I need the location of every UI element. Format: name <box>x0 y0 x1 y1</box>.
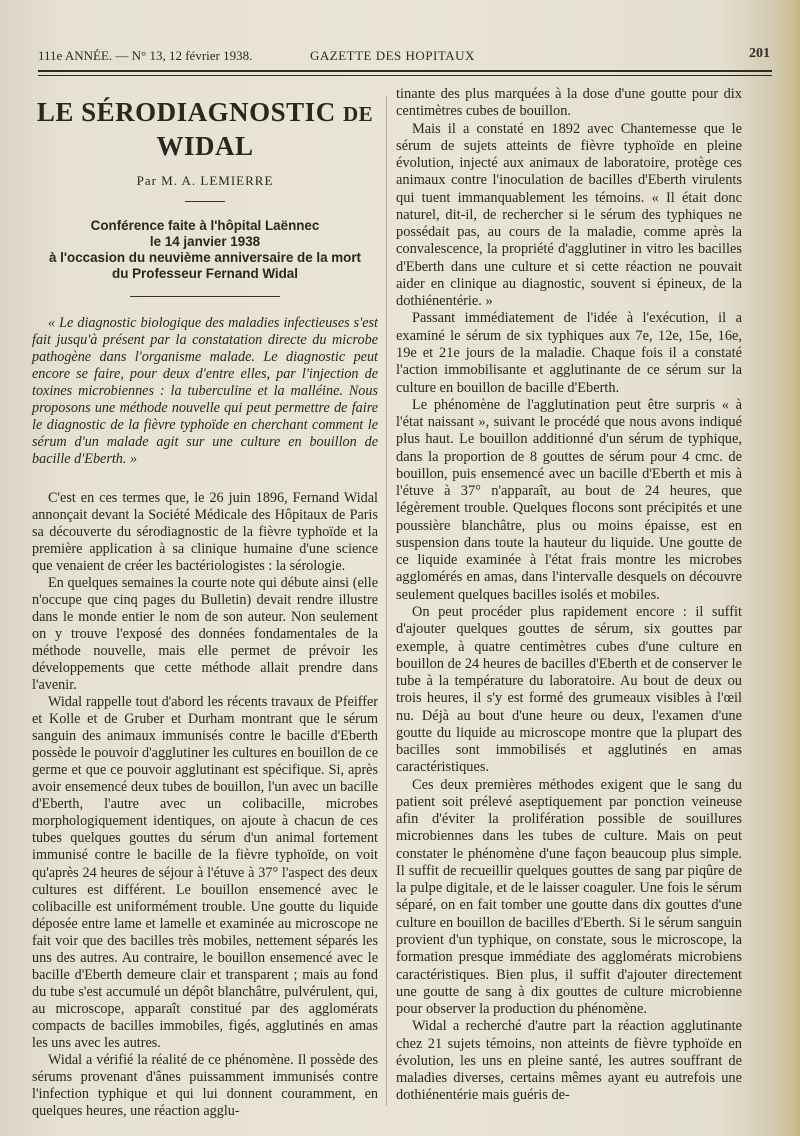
opening-quote: « Le diagnostic biologique des maladies infectieuses s'est fait jusqu'à présent par la constatation directe du microbe pathogène dans l'organisme malade. Le diagnostic peut encore se faire, pour deux d'entre elles, par l'injection de toxines microbiennes : la tuberculine et la malléine. Nous proposons une méthode nouvelle qui peut permettre de faire le diagnostic de la fièvre typhoïde en cherchant comment le sérum d'un malade agit sur une culture en bouillon de bacille d'Eberth. » <box>32 315 378 468</box>
conference-rule <box>130 296 280 297</box>
body-paragraph: Widal a vérifié la réalité de ce phénomène. Il possède des sérums provenant d'ânes puissamment immunisés contre l'infection typhique et qui lui donnent couramment, en quelques heures, une réaction agglu- <box>32 1051 378 1119</box>
journal-name: GAZETTE DES HOPITAUX <box>310 48 475 63</box>
issue-line: 111e ANNÉE. — N° 13, 12 février 1938. <box>38 48 253 63</box>
title-part3: WIDAL <box>156 131 254 161</box>
body-paragraph: Ces deux premières méthodes exigent que le sang du patient soit prélevé aseptiquement par ponction veineuse afin d'éviter la prolifération possible de souillures microbiennes dans les tubes de culture. Mais on peut constater le phénomène d'une façon beaucoup plus simple. Il suffit de recueillir quelques gouttes de sang par piqûre de la pulpe digitale, et de le laisser coaguler. Une fois le sérum séparé, on en fait tomber une goutte dans dix gouttes d'une culture en bouillon de bacilles d'Eberth. Si le sérum sanguin provient d'un typhique, on constate, sous le microscope, la formation presque immédiate des agglomérats microbiens caractéristiques. Bien plus, il suffit d'ajouter directement une goutte de sang à dix gouttes de culture microbienne pour observer la production du phénomène. <box>396 776 742 1018</box>
page-number: 201 <box>749 46 770 61</box>
left-column <box>32 84 378 1120</box>
body-paragraph: Passant immédiatement de l'idée à l'exécution, il a examiné le sérum de six typhiques aux 7e, 12e, 15e, 16e, 19e et 21e jours de la maladie. Chaque fois il a constaté l'action immobilisante et agglutinante de ce sérum sur la culture en bouillon de bacille d'Eberth. <box>396 310 742 396</box>
page-edge-shadow <box>774 0 800 1136</box>
conference-line-4: du Professeur Fernand Widal <box>112 266 298 282</box>
body-paragraph: En quelques semaines la courte note qui débute ainsi (elle n'occupe que cinq pages du Bulletin) devait rendre illustre dans le monde entier le nom de son auteur. Non seulement on y trouve l'exposé des données fondamentales de la méthode nouvelle, mais elle permet de prévoir les développements que cette méthode allait prendre dans l'avenir. <box>32 575 378 694</box>
article-author: Par M. A. LEMIERRE <box>136 173 274 188</box>
title-part2: DE <box>342 102 374 126</box>
body-paragraph: C'est en ces termes que, le 26 juin 1896, Fernand Widal annonçait devant la Société Médicale des Hôpitaux de Paris sa découverte du sérodiagnostic de la fièvre typhoïde et la première application à sa clinique humaine d'une science que venaient de créer les bactériologistes : la sérologie. <box>32 490 378 575</box>
title-part1: LE SÉRODIAGNOSTIC <box>36 97 336 127</box>
body-paragraph: Widal a recherché d'autre part la réaction agglutinante chez 21 sujets témoins, non atteints de fièvre typhoïde en évolution, les uns en pleine santé, les autres souffrant de maladies diverses, certains mêmes ayant eu autrefois une dothiénentérie mais guéris de- <box>396 1018 742 1104</box>
header-rule <box>38 70 772 72</box>
column-divider <box>386 96 387 1106</box>
right-column <box>396 86 742 1105</box>
conference-line-3: à l'occasion du neuvième anniversaire de la mort <box>48 250 362 266</box>
body-paragraph: Mais il a constaté en 1892 avec Chantemesse que le sérum de sujets atteints de fièvre typhoïde en pleine évolution, injecté aux animaux de laboratoire, protège ces animaux contre l'inoculation de bacilles d'Eberth virulents qui tuent immanquablement les témoins. « Il était donc naturel, dit-il, de rechercher si le sérum des typhiques ne possédait pas, au cours de la maladie, comme après la convalescence, la propriété d'agglutiner in vitro les bacilles d'Eberth dans une culture et si cette réaction ne pouvait aider en clinique au diagnostic, souvent si épineux, de la dothiénentérie. » <box>396 120 742 310</box>
title-rule <box>185 201 225 202</box>
body-paragraph-continued: tinante des plus marquées à la dose d'une goutte pour dix centimètres cubes de bouillon. <box>396 86 742 120</box>
conference-line-1: Conférence faite à l'hôpital Laënnec <box>90 218 320 234</box>
body-paragraph: Le phénomène de l'agglutination peut être surpris « à l'état naissant », suivant le procédé que nous avons indiqué plus haut. Le bouillon additionné d'un sérum de typhique, dans la proportion de 8 gouttes de sérum pour 4 cmc. de bouillon, puis ensemencé avec un bacille d'Eberth et mis à l'étuve à 37° n'apparaît, au bout de 24 heures, que légèrement trouble. Quelques flocons sont précipités et une poussière blanchâtre, plus ou moins épaisse, est en suspension dans toute la hauteur du liquide. Une goutte de ce liquide examinée à l'état frais montre les microbes agglomérés en amas, dans l'intervalle desquels on découvre seulement quelques bacilles isolés et mobiles. <box>396 396 742 603</box>
article-title <box>32 96 378 162</box>
running-header <box>38 44 770 66</box>
conference-line-2: le 14 janvier 1938 <box>149 234 261 250</box>
header-rule-thin <box>38 75 772 76</box>
body-paragraph: Widal rappelle tout d'abord les récents travaux de Pfeiffer et Kolle et de Gruber et Durham montrant que le sérum sanguin des animaux immunisés contre le bacille d'Eberth possède le pouvoir d'agglutiner les cultures en bouillon de ce germe et que ce pouvoir agglutinant est spécifique. Si, après avoir ensemencé deux tubes de bouillon, l'un avec un bacille d'Eberth, l'autre avec un colibacille, microbes morphologiquement identiques, on ajoute à chacun de ces tubes quelques gouttes du sérum d'un animal fortement immunisé contre le bacille de la fièvre typhoïde, on voit qu'après 24 heures de séjour à l'étuve à 37° l'aspect des deux cultures est différent. Le bouillon ensemencé avec le colibacille est uniformément trouble. Une goutte du liquide déposée entre lame et lamelle et examinée au microscope ne fait voir que des bacilles très mobiles, nettement séparés les uns des autres. Au contraire, le bouillon ensemencé avec le bacille d'Eberth demeure clair et transparent ; mais au fond du tube s'est accumulé un dépôt blanchâtre, pulvérulent, qui, au microscope, apparaît constitué par des agglomérats compacts de bacilles immobiles, figés, agglutinés en amas les uns avec les autres. <box>32 694 378 1051</box>
body-paragraph: On peut procéder plus rapidement encore : il suffit d'ajouter quelques gouttes de sérum, six gouttes par exemple, à quatre centimètres cubes d'une culture en bouillon de 24 heures de bacilles d'Eberth et de conserver le tube à la température du laboratoire. Au bout de deux ou trois heures, il s'y est formé des grumeaux visibles à l'œil nu. Déjà au bout d'une heure ou deux, l'examen d'une goutte du liquide au microscope montre que la plupart des bacilles sont immobilisés et agglutinés en amas caractéristiques. <box>396 603 742 776</box>
